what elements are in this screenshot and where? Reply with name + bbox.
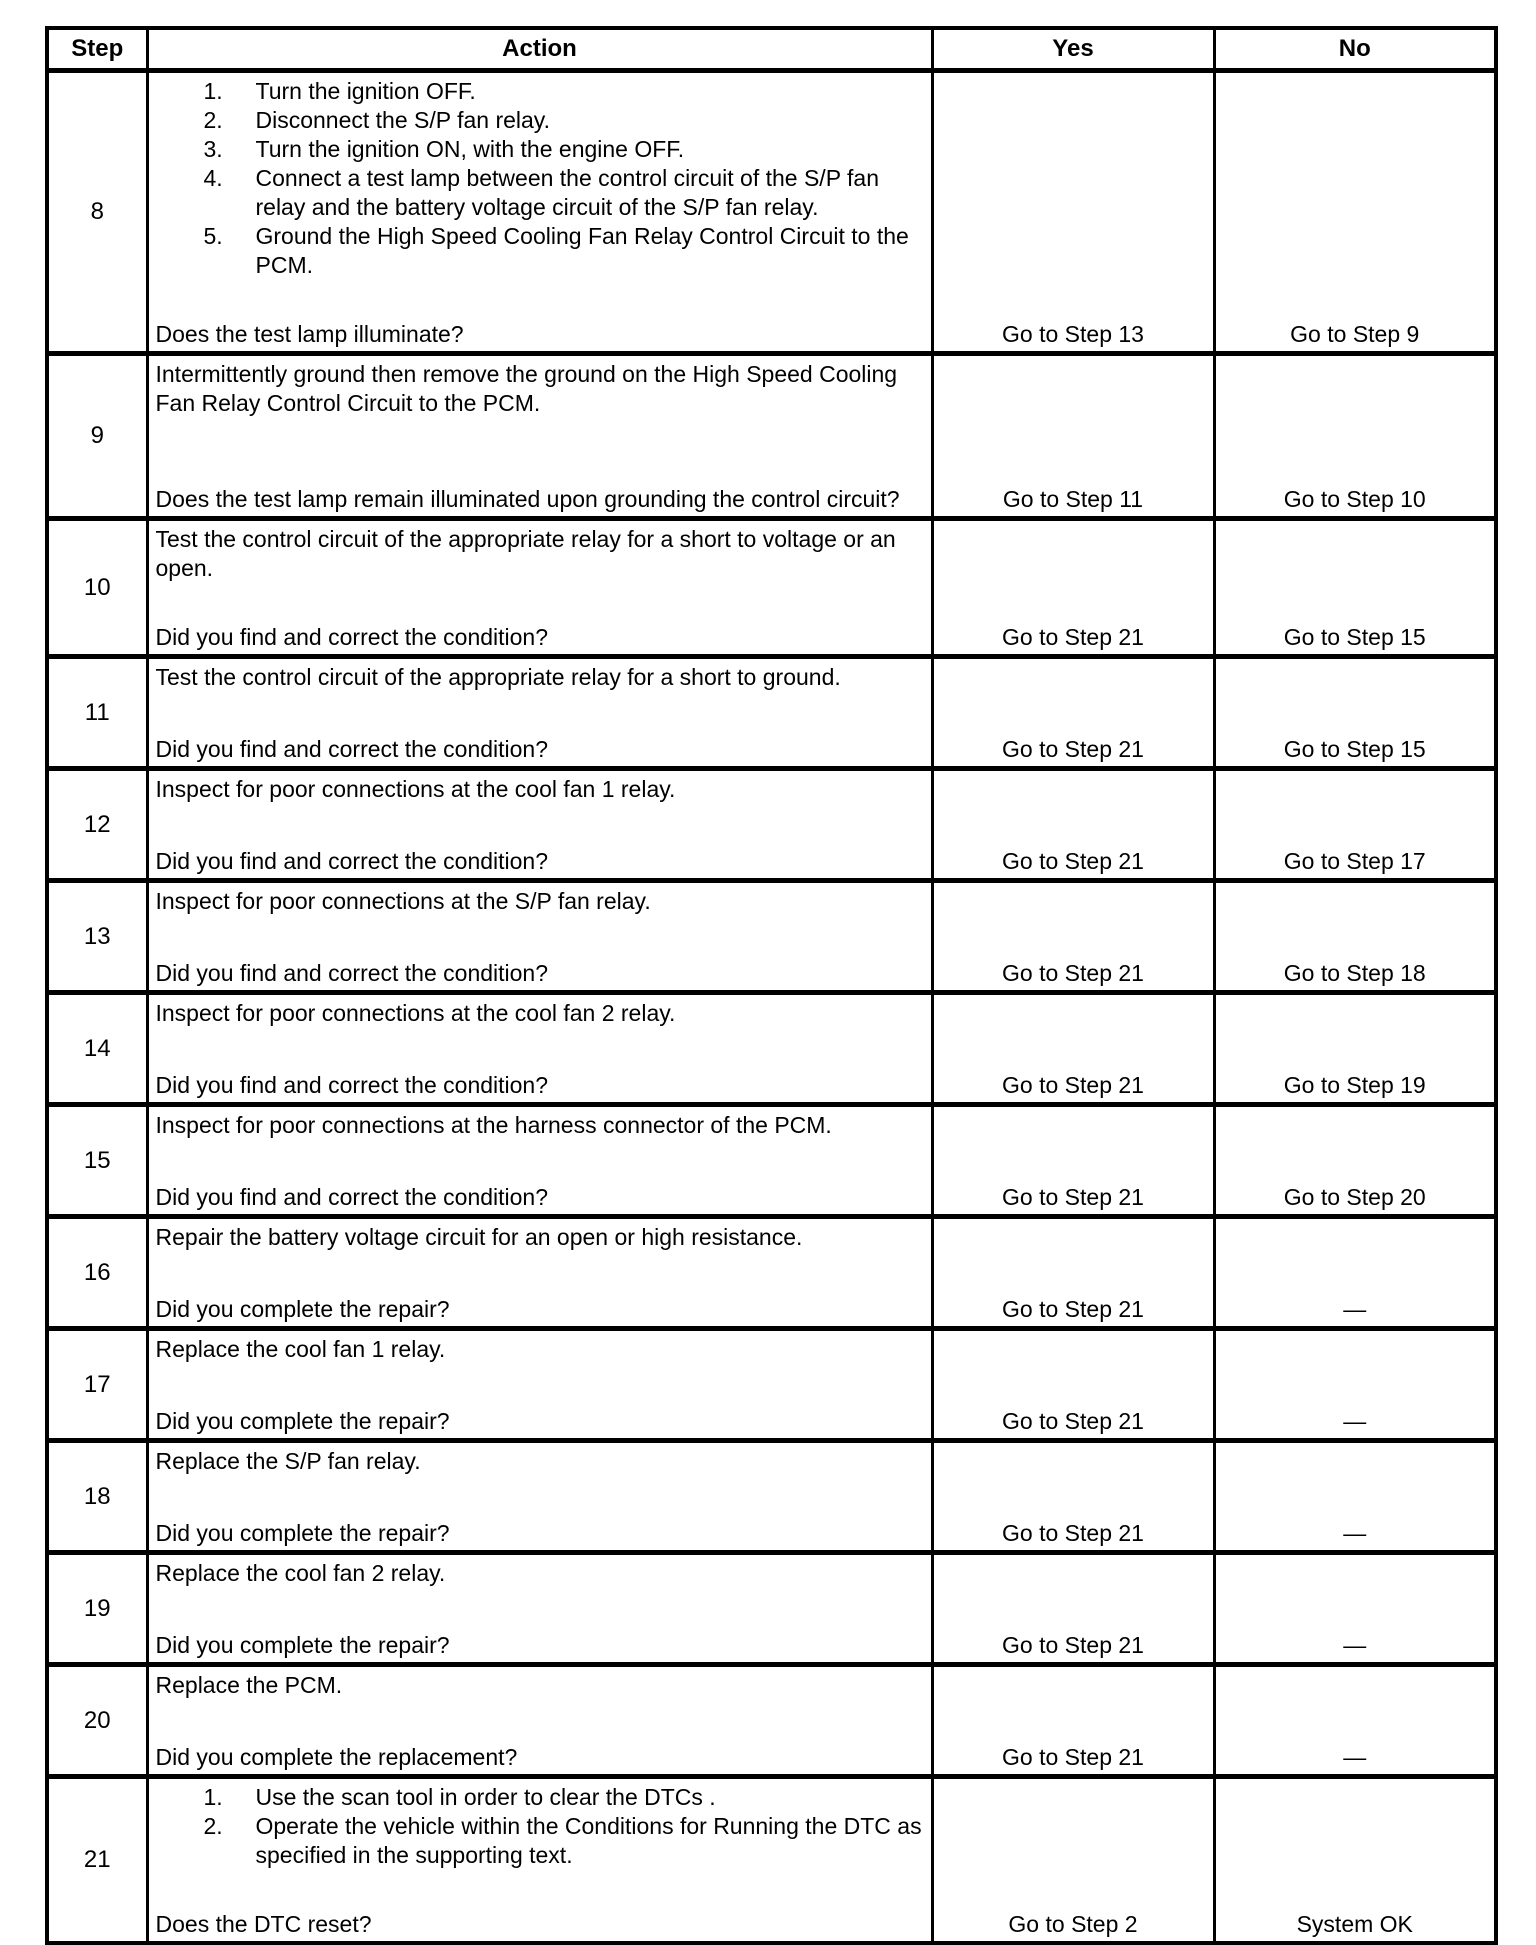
table-row bbox=[47, 1329, 1496, 1441]
yes-result: Go to Step 13 bbox=[932, 71, 1214, 354]
yes-result: Go to Step 21 bbox=[932, 769, 1214, 881]
table-row bbox=[47, 769, 1496, 881]
yes-result: Go to Step 21 bbox=[932, 1217, 1214, 1329]
action-cell bbox=[147, 1665, 932, 1777]
no-result: — bbox=[1214, 1217, 1496, 1329]
header-action: Action bbox=[147, 28, 932, 71]
yes-result: Go to Step 21 bbox=[932, 1441, 1214, 1553]
step-number: 15 bbox=[47, 1105, 147, 1217]
diagnostic-table bbox=[45, 26, 1498, 1945]
procedure-step-number: 4. bbox=[203, 165, 223, 191]
step-number: 11 bbox=[47, 657, 147, 769]
procedure-step-text: Turn the ignition ON, with the engine OFF. bbox=[255, 136, 685, 162]
yes-result: Go to Step 11 bbox=[932, 354, 1214, 519]
action-cell bbox=[147, 519, 932, 657]
yes-result: Go to Step 2 bbox=[932, 1777, 1214, 1944]
procedure-list bbox=[156, 1783, 925, 1870]
action-cell bbox=[147, 1217, 932, 1329]
action-cell bbox=[147, 881, 932, 993]
table-row bbox=[47, 1217, 1496, 1329]
step-number: 12 bbox=[47, 769, 147, 881]
procedure-step-text: Connect a test lamp between the control circuit of the S/P fan relay and the battery voltage circuit of the S/P fan relay. bbox=[255, 165, 879, 220]
step-number: 18 bbox=[47, 1441, 147, 1553]
action-cell bbox=[147, 1441, 932, 1553]
yes-result: Go to Step 21 bbox=[932, 1553, 1214, 1665]
step-number: 9 bbox=[47, 354, 147, 519]
action-question: Did you find and correct the condition? bbox=[155, 736, 549, 762]
action-description: Inspect for poor connections at the cool fan 1 relay. bbox=[155, 776, 676, 802]
action-description: Intermittently ground then remove the ground on the High Speed Cooling Fan Relay Control Circuit to the PCM. bbox=[155, 361, 898, 416]
procedure-step-number: 5. bbox=[203, 223, 223, 249]
step-number: 19 bbox=[47, 1553, 147, 1665]
yes-result: Go to Step 21 bbox=[932, 657, 1214, 769]
procedure-step-number: 1. bbox=[203, 1784, 223, 1810]
action-question: Does the DTC reset? bbox=[155, 1911, 372, 1937]
action-cell bbox=[147, 71, 932, 354]
action-cell bbox=[147, 657, 932, 769]
procedure-step bbox=[156, 1783, 925, 1812]
procedure-list bbox=[156, 77, 925, 280]
header-row bbox=[47, 28, 1496, 71]
table-row bbox=[47, 71, 1496, 354]
procedure-step-text: Disconnect the S/P fan relay. bbox=[255, 107, 550, 133]
procedure-step bbox=[156, 222, 925, 280]
table-row bbox=[47, 519, 1496, 657]
step-number: 14 bbox=[47, 993, 147, 1105]
action-question: Did you complete the repair? bbox=[155, 1296, 450, 1322]
no-result: Go to Step 9 bbox=[1214, 71, 1496, 354]
action-cell bbox=[147, 1105, 932, 1217]
action-description: Inspect for poor connections at the cool fan 2 relay. bbox=[155, 1000, 676, 1026]
action-cell bbox=[147, 1777, 932, 1944]
no-result: — bbox=[1214, 1329, 1496, 1441]
step-number: 10 bbox=[47, 519, 147, 657]
action-question: Does the test lamp illuminate? bbox=[155, 321, 464, 347]
action-description: Inspect for poor connections at the S/P fan relay. bbox=[155, 888, 651, 914]
procedure-step-number: 1. bbox=[203, 78, 223, 104]
action-cell bbox=[147, 1553, 932, 1665]
procedure-step-text: Ground the High Speed Cooling Fan Relay Control Circuit to the PCM. bbox=[255, 223, 909, 278]
step-number: 17 bbox=[47, 1329, 147, 1441]
action-description: Replace the cool fan 2 relay. bbox=[155, 1560, 446, 1586]
procedure-step-number: 2. bbox=[203, 1813, 223, 1839]
table-row bbox=[47, 881, 1496, 993]
table-row bbox=[47, 1441, 1496, 1553]
yes-result: Go to Step 21 bbox=[932, 1105, 1214, 1217]
procedure-step-text: Turn the ignition OFF. bbox=[255, 78, 476, 104]
action-description: Replace the S/P fan relay. bbox=[155, 1448, 421, 1474]
table-row bbox=[47, 1777, 1496, 1944]
yes-result: Go to Step 21 bbox=[932, 519, 1214, 657]
action-cell bbox=[147, 769, 932, 881]
action-description: Replace the PCM. bbox=[155, 1672, 343, 1698]
procedure-step-text: Operate the vehicle within the Conditions for Running the DTC as specified in the supporting text. bbox=[255, 1813, 922, 1868]
action-description: Test the control circuit of the appropriate relay for a short to voltage or an open. bbox=[155, 526, 896, 581]
table-row bbox=[47, 993, 1496, 1105]
yes-result: Go to Step 21 bbox=[932, 1665, 1214, 1777]
no-result: System OK bbox=[1214, 1777, 1496, 1944]
procedure-step bbox=[156, 77, 925, 106]
action-description: Test the control circuit of the appropriate relay for a short to ground. bbox=[155, 664, 841, 690]
step-number: 16 bbox=[47, 1217, 147, 1329]
action-question: Did you find and correct the condition? bbox=[155, 1184, 549, 1210]
no-result: Go to Step 10 bbox=[1214, 354, 1496, 519]
action-question: Does the test lamp remain illuminated upon grounding the control circuit? bbox=[155, 486, 900, 512]
action-question: Did you complete the replacement? bbox=[155, 1744, 518, 1770]
action-question: Did you complete the repair? bbox=[155, 1408, 450, 1434]
action-cell bbox=[147, 1329, 932, 1441]
procedure-step bbox=[156, 135, 925, 164]
procedure-step bbox=[156, 106, 925, 135]
procedure-step-number: 3. bbox=[203, 136, 223, 162]
header-step: Step bbox=[47, 28, 147, 71]
action-question: Did you find and correct the condition? bbox=[155, 960, 549, 986]
action-question: Did you find and correct the condition? bbox=[155, 1072, 549, 1098]
no-result: — bbox=[1214, 1553, 1496, 1665]
no-result: Go to Step 20 bbox=[1214, 1105, 1496, 1217]
table-row bbox=[47, 1553, 1496, 1665]
table-row bbox=[47, 1665, 1496, 1777]
no-result: Go to Step 17 bbox=[1214, 769, 1496, 881]
action-question: Did you find and correct the condition? bbox=[155, 848, 549, 874]
yes-result: Go to Step 21 bbox=[932, 1329, 1214, 1441]
header-no: No bbox=[1214, 28, 1496, 71]
table-row bbox=[47, 1105, 1496, 1217]
action-cell bbox=[147, 354, 932, 519]
action-description: Repair the battery voltage circuit for an open or high resistance. bbox=[155, 1224, 803, 1250]
table-row bbox=[47, 354, 1496, 519]
action-question: Did you complete the repair? bbox=[155, 1520, 450, 1546]
procedure-step-number: 2. bbox=[203, 107, 223, 133]
action-question: Did you find and correct the condition? bbox=[155, 624, 549, 650]
action-description: Inspect for poor connections at the harness connector of the PCM. bbox=[155, 1112, 832, 1138]
procedure-step-text: Use the scan tool in order to clear the DTCs . bbox=[255, 1784, 716, 1810]
header-yes: Yes bbox=[932, 28, 1214, 71]
step-number: 13 bbox=[47, 881, 147, 993]
procedure-step bbox=[156, 164, 925, 222]
step-number: 20 bbox=[47, 1665, 147, 1777]
no-result: Go to Step 15 bbox=[1214, 657, 1496, 769]
action-cell bbox=[147, 993, 932, 1105]
no-result: Go to Step 15 bbox=[1214, 519, 1496, 657]
action-description: Replace the cool fan 1 relay. bbox=[155, 1336, 446, 1362]
yes-result: Go to Step 21 bbox=[932, 881, 1214, 993]
no-result: — bbox=[1214, 1441, 1496, 1553]
no-result: — bbox=[1214, 1665, 1496, 1777]
no-result: Go to Step 19 bbox=[1214, 993, 1496, 1105]
no-result: Go to Step 18 bbox=[1214, 881, 1496, 993]
action-question: Did you complete the repair? bbox=[155, 1632, 450, 1658]
step-number: 8 bbox=[47, 71, 147, 354]
yes-result: Go to Step 21 bbox=[932, 993, 1214, 1105]
step-number: 21 bbox=[47, 1777, 147, 1944]
procedure-step bbox=[156, 1812, 925, 1870]
table-row bbox=[47, 657, 1496, 769]
